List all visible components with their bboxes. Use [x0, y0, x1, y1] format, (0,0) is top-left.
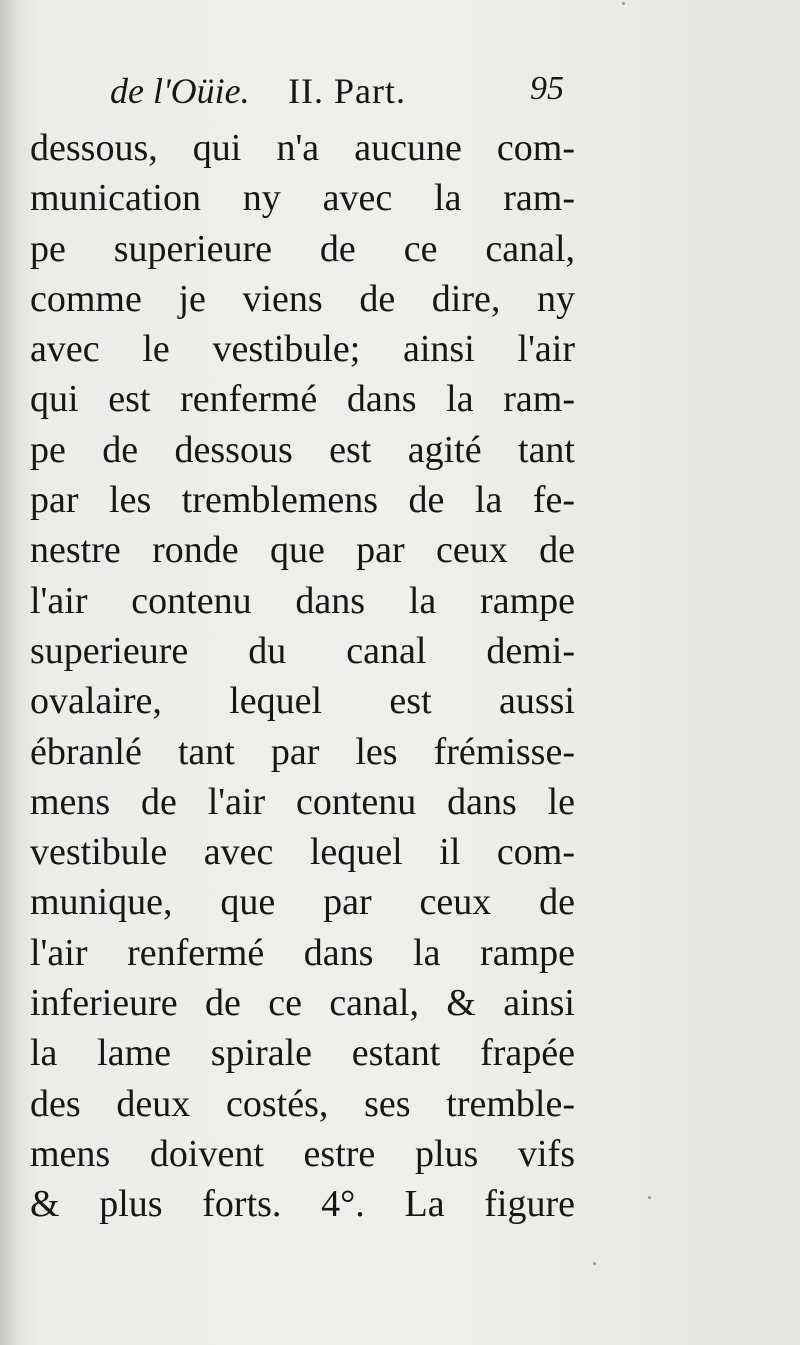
part-label: II. Part. — [288, 71, 406, 111]
text-line: l'air contenu dans la rampe — [30, 579, 575, 622]
running-title: de l'Oüie. — [110, 71, 250, 111]
text-line: la lame spirale estant frapée — [30, 1032, 575, 1075]
text-line: inferieure de ce canal, & ainsi — [30, 982, 575, 1025]
text-line: dessous, qui n'a aucune com- — [30, 127, 575, 169]
paper-speck — [622, 2, 625, 5]
page-header — [110, 70, 580, 130]
body-text — [30, 123, 575, 1230]
text-line: munique, que par ceux de — [30, 881, 575, 924]
paper-speck — [593, 1262, 596, 1265]
text-line: vestibule avec lequel il com- — [30, 831, 575, 874]
text-line: ovalaire, lequel est aussi — [30, 680, 575, 723]
text-line: comme je viens de dire, ny — [30, 277, 575, 320]
text-line: par les tremblemens de la fe- — [30, 479, 575, 522]
text-line: nestre ronde que par ceux de — [30, 529, 575, 572]
paper-speck — [648, 1196, 651, 1199]
text-line: ébranlé tant par les frémisse- — [30, 730, 575, 773]
text-line: avec le vestibule; ainsi l'air — [30, 328, 575, 371]
text-line: l'air renfermé dans la rampe — [30, 931, 575, 974]
text-line: qui est renfermé dans la ram- — [30, 378, 575, 421]
text-line: munication ny avec la ram- — [30, 177, 575, 220]
gutter-shadow — [0, 0, 18, 1345]
page-number: 95 — [530, 70, 564, 107]
text-line: des deux costés, ses tremble- — [30, 1082, 575, 1125]
text-line: pe superieure de ce canal, — [30, 227, 575, 270]
text-line: superieure du canal demi- — [30, 629, 575, 672]
text-line: & plus forts. 4°. La figure — [30, 1183, 575, 1226]
text-line: pe de dessous est agité tant — [30, 428, 575, 471]
text-line: mens doivent estre plus vifs — [30, 1132, 575, 1175]
text-line: mens de l'air contenu dans le — [30, 780, 575, 823]
